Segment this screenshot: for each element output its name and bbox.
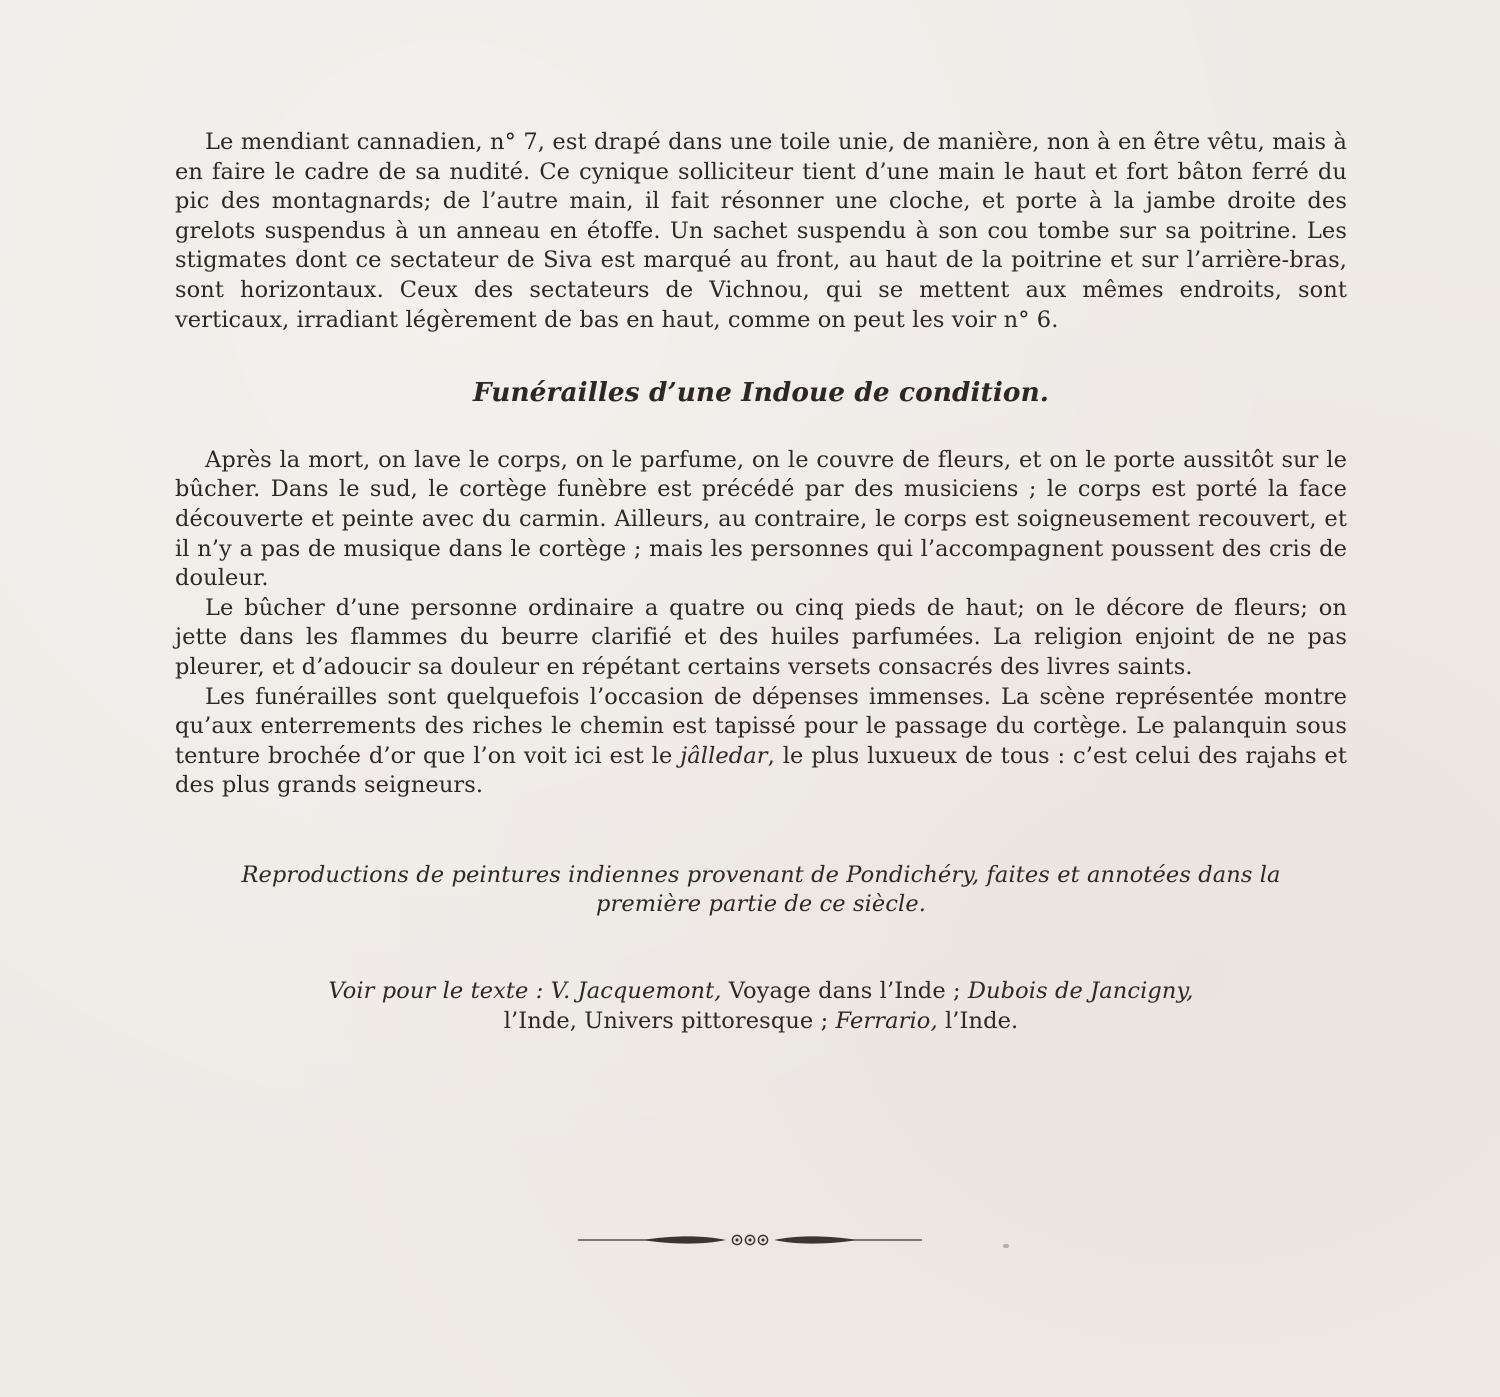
text-run: , le plus luxueux de tous : c’est celui des rajahs et des plus grands seigneurs. (175, 742, 1347, 799)
note-references (296, 977, 1226, 1036)
text-run: jâlledar (680, 742, 768, 769)
text-run: Après la mort, on lave le corps, on le parfume, on le couvre de fleurs, et on le porte aussitôt sur le bûcher. Dans le sud, le cortège funèbre est précédé par des musiciens ; le corps est porté la face découverte et peinte avec du carmin. Ailleurs, au contraire, le corps est soigneusement recouvert, et il n’y a pas de musique dans le cortège ; mais les personnes qui l’accompagnent poussent des cris de douleur. (175, 446, 1347, 592)
text-run: Reproductions de peintures indiennes provenant de Pondichéry, faites et annotées dans la première partie de ce siècle. (241, 861, 1281, 918)
text-run: Funérailles d’une Indoue de condition. (472, 377, 1050, 409)
text-run: Le bûcher d’une personne ordinaire a quatre ou cinq pieds de haut; on le décore de fleurs; on jette dans les flammes du beurre clarifié et des huiles parfumées. La religion enjoint de ne pas pleurer, et d’adoucir sa douleur en répétant certains versets consacrés des livres saints. (175, 594, 1347, 680)
section-heading-funerailles (175, 378, 1347, 408)
text-run: Le mendiant cannadien, n° 7, est drapé dans une toile unie, de manière, non à en être vêtu, mais à en faire le cadre de sa nudité. Ce cynique solliciteur tient d’une main le haut et fort bâton ferré du pic des montagnards; de l’autre main, il fait résonner une cloche, et porte à la jambe droite des grelots suspendus à un anneau en étoffe. Un sachet suspendu à son cou tombe sur sa poitrine. Les stigmates dont ce sectateur de Siva est marqué au front, au haut de la poitrine et sur l’arrière-bras, sont horizontaux. Ceux des sectateurs de Vichnou, qui se mettent aux mêmes endroits, sont verticaux, irradiant légèrement de bas en haut, comme on peut les voir n° 6. (175, 129, 1347, 333)
text-run: Les funérailles sont quelquefois l’occasion de dépenses immenses. La scène représentée montre qu’aux enterrements des riches le chemin est tapissé pour le passage du cortège. Le palanquin sous tenture brochée d’or que l’on voit ici est le (175, 683, 1347, 769)
paragraph-funerailles-depenses (175, 683, 1347, 801)
decorative-divider (0, 1231, 1500, 1253)
text-run: Voir pour le texte : V. Jacquemont, (328, 978, 722, 1005)
scan-speck (1003, 1244, 1009, 1248)
text-run: Voyage dans l’Inde ; (721, 978, 968, 1005)
paragraph-bucher (175, 594, 1347, 683)
text-run: l’Inde. (937, 1007, 1019, 1034)
paragraph-mendiant-cannadien (175, 128, 1347, 335)
divider-ornament-icon (576, 1231, 924, 1249)
paragraph-apres-la-mort (175, 446, 1347, 594)
text-run: Dubois de Jancigny, (967, 978, 1194, 1005)
note-reproductions (224, 861, 1299, 920)
text-column (175, 128, 1347, 1036)
text-run: Ferrario, (835, 1007, 938, 1034)
text-run: l’Inde, Univers pittoresque ; (503, 1007, 836, 1034)
